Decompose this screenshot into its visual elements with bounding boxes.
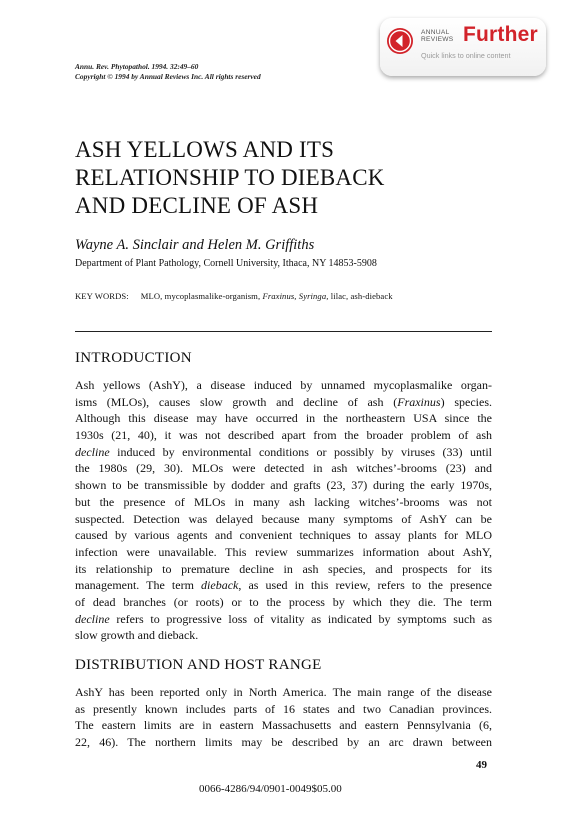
text-line: Ash yellows (AshY), a disease induced by unnamed mycoplasmalike organ- bbox=[75, 378, 492, 392]
badge-subtitle: Quick links to online content bbox=[421, 51, 511, 60]
text-line: isms (MLOs), causes slow growth and decline of ash (Fraxinus) species. bbox=[75, 394, 492, 409]
text-line: suspected. Detection was delayed because many symptoms of AshY can be bbox=[75, 511, 492, 526]
text-line: of dead branches (or roots) or to the process by which they die. The term bbox=[75, 594, 492, 609]
text-line: slow growth and dieback. bbox=[75, 628, 199, 643]
keywords-italic: Fraxinus, Syringa, bbox=[262, 291, 329, 301]
text-line: 1930s (21, 40), it was not described apart from the broader problem of ash bbox=[75, 428, 492, 443]
text-line: its relationship to premature decline in ash species, and prospects for its bbox=[75, 561, 492, 576]
text-line: The eastern limits are in eastern Massachusetts and eastern Pennsylvania (6, bbox=[75, 718, 492, 733]
journal-citation bbox=[75, 62, 261, 82]
divider-rule bbox=[75, 331, 492, 332]
citation-line-2: Copyright © 1994 by Annual Reviews Inc. All rights reserved bbox=[75, 72, 261, 81]
text-line: decline refers to progressive loss of vitality as indicated by symptoms such as bbox=[75, 611, 492, 626]
keywords-label: KEY WORDS: bbox=[75, 291, 129, 301]
title-line-3: AND DECLINE OF ASH bbox=[75, 193, 319, 218]
introduction-paragraph bbox=[75, 377, 492, 644]
keywords-text-2: lilac, ash-dieback bbox=[328, 291, 393, 301]
title-line-1: ASH YELLOWS AND ITS bbox=[75, 137, 335, 162]
text-line: caused by various agents and convenient techniques to assay plants for MLO bbox=[75, 528, 492, 543]
badge-publisher: ANNUAL REVIEWS bbox=[421, 29, 454, 43]
text-line: the 1980s (29, 30). MLOs were detected in ash witches’-brooms (23) and bbox=[75, 461, 492, 476]
affiliation: Department of Plant Pathology, Cornell University, Ithaca, NY 14853-5908 bbox=[75, 258, 377, 269]
text-line: 22, 46). The northern limits may be described by an arc drawn between bbox=[75, 735, 492, 750]
section-heading-introduction: INTRODUCTION bbox=[75, 350, 192, 366]
text-line: decline induced by environmental conditions or possibly by viruses (33) until bbox=[75, 444, 492, 459]
page-number: 49 bbox=[476, 759, 487, 771]
distribution-paragraph bbox=[75, 684, 492, 751]
text-line: Although this disease may have occurred in the northeastern USA since the bbox=[75, 411, 492, 426]
badge-further-label: Further bbox=[463, 23, 538, 46]
title-line-2: RELATIONSHIP TO DIEBACK bbox=[75, 165, 385, 190]
play-arrow-icon bbox=[386, 27, 414, 55]
text-line: management. The term dieback, as used in this review, refers to the presence bbox=[75, 578, 492, 593]
text-line: infection were unavailable. This review summarizes information about AshY, bbox=[75, 544, 492, 559]
keywords bbox=[75, 291, 393, 301]
citation-line-1: Annu. Rev. Phytopathol. 1994. 32:49–60 bbox=[75, 62, 199, 71]
footer-code: 0066-4286/94/0901-0049$05.00 bbox=[199, 783, 342, 795]
section-heading-distribution: DISTRIBUTION AND HOST RANGE bbox=[75, 657, 322, 673]
annual-reviews-further-badge[interactable] bbox=[380, 18, 546, 76]
text-line: but the presence of MLOs in many ash lacking witches’-brooms was not bbox=[75, 494, 492, 509]
authors: Wayne A. Sinclair and Helen M. Griffiths bbox=[75, 237, 315, 253]
keywords-text-1: MLO, mycoplasmalike-organism, bbox=[140, 291, 263, 301]
text-line: AshY has been reported only in North America. The main range of the disease bbox=[75, 685, 492, 699]
text-line: shown to be transmissible by dodder and grafts (23, 37) during the early 1970s, bbox=[75, 478, 492, 493]
article-title bbox=[75, 136, 385, 220]
text-line: as presently known includes parts of 16 states and two Canadian provinces. bbox=[75, 701, 492, 716]
